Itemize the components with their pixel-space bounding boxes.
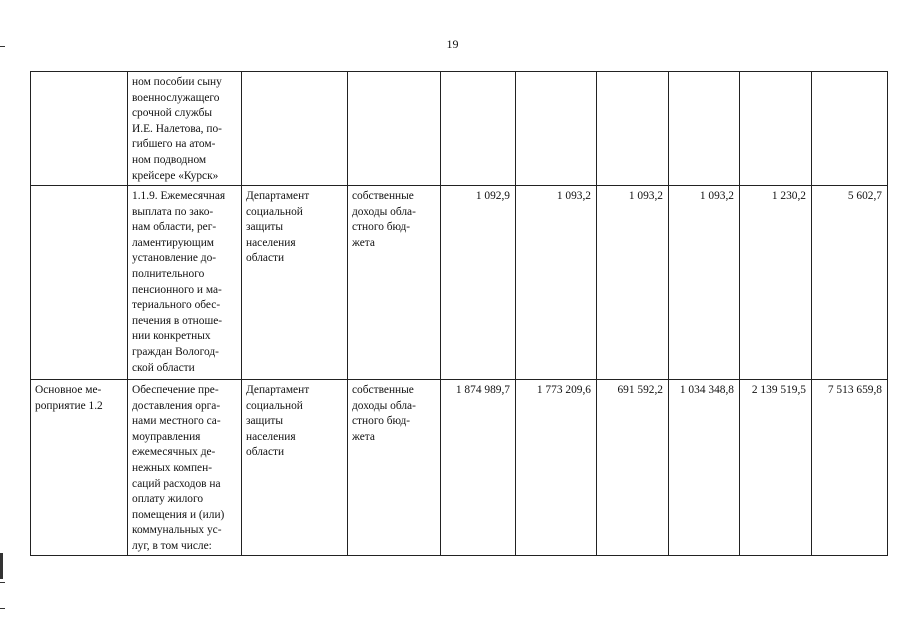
value-cell: 1 034 348,8 xyxy=(669,380,740,556)
scan-margin-mark xyxy=(0,46,5,47)
funding-source-cell: собственные доходы обла- стного бюд- жета xyxy=(348,186,441,380)
value-cell xyxy=(516,72,597,186)
budget-table xyxy=(30,71,888,556)
value-cell: 1 093,2 xyxy=(669,186,740,380)
value-cell xyxy=(597,72,669,186)
value-cell xyxy=(740,72,812,186)
value-cell: 1 092,9 xyxy=(441,186,516,380)
scan-margin-mark xyxy=(0,608,5,609)
value-cell: 1 093,2 xyxy=(516,186,597,380)
value-cell xyxy=(441,72,516,186)
funding-source-cell: собственные доходы обла- стного бюд- жета xyxy=(348,380,441,556)
scan-margin-mark xyxy=(0,582,5,583)
page-number: 19 xyxy=(446,37,459,51)
value-cell: 691 592,2 xyxy=(597,380,669,556)
measure-cell xyxy=(31,72,128,186)
description-cell: 1.1.9. Ежемесячная выплата по зако- нам области, рег- ламентирующим установление до- полнительного пенсионного и ма- териального обес- печения в отноше- нии конкретных граждан Вологод- ской области xyxy=(128,186,242,380)
value-cell: 1 874 989,7 xyxy=(441,380,516,556)
value-cell: 2 139 519,5 xyxy=(740,380,812,556)
value-cell xyxy=(669,72,740,186)
value-cell xyxy=(812,72,888,186)
executor-cell: Департамент социальной защиты населения области xyxy=(242,380,348,556)
funding-source-cell xyxy=(348,72,441,186)
value-cell: 7 513 659,8 xyxy=(812,380,888,556)
description-cell: Обеспечение пре- доставления орга- нами местного са- моуправления ежемесячных де- нежных компен- саций расходов на оплату жилого помещения и (или) коммунальных ус- луг, в том числе: xyxy=(128,380,242,556)
table-row xyxy=(31,186,888,380)
measure-cell: Основное ме- роприятие 1.2 xyxy=(31,380,128,556)
executor-cell xyxy=(242,72,348,186)
value-cell: 1 230,2 xyxy=(740,186,812,380)
value-cell: 1 773 209,6 xyxy=(516,380,597,556)
description-cell: ном пособии сыну военнослужащего срочной службы И.Е. Налетова, по- гибшего на атом- ном подводном крейсере «Курск» xyxy=(128,72,242,186)
measure-cell xyxy=(31,186,128,380)
value-cell: 1 093,2 xyxy=(597,186,669,380)
value-cell: 5 602,7 xyxy=(812,186,888,380)
table-row xyxy=(31,72,888,186)
table-row xyxy=(31,380,888,556)
executor-cell: Департамент социальной защиты населения области xyxy=(242,186,348,380)
scan-margin-mark xyxy=(0,553,3,579)
